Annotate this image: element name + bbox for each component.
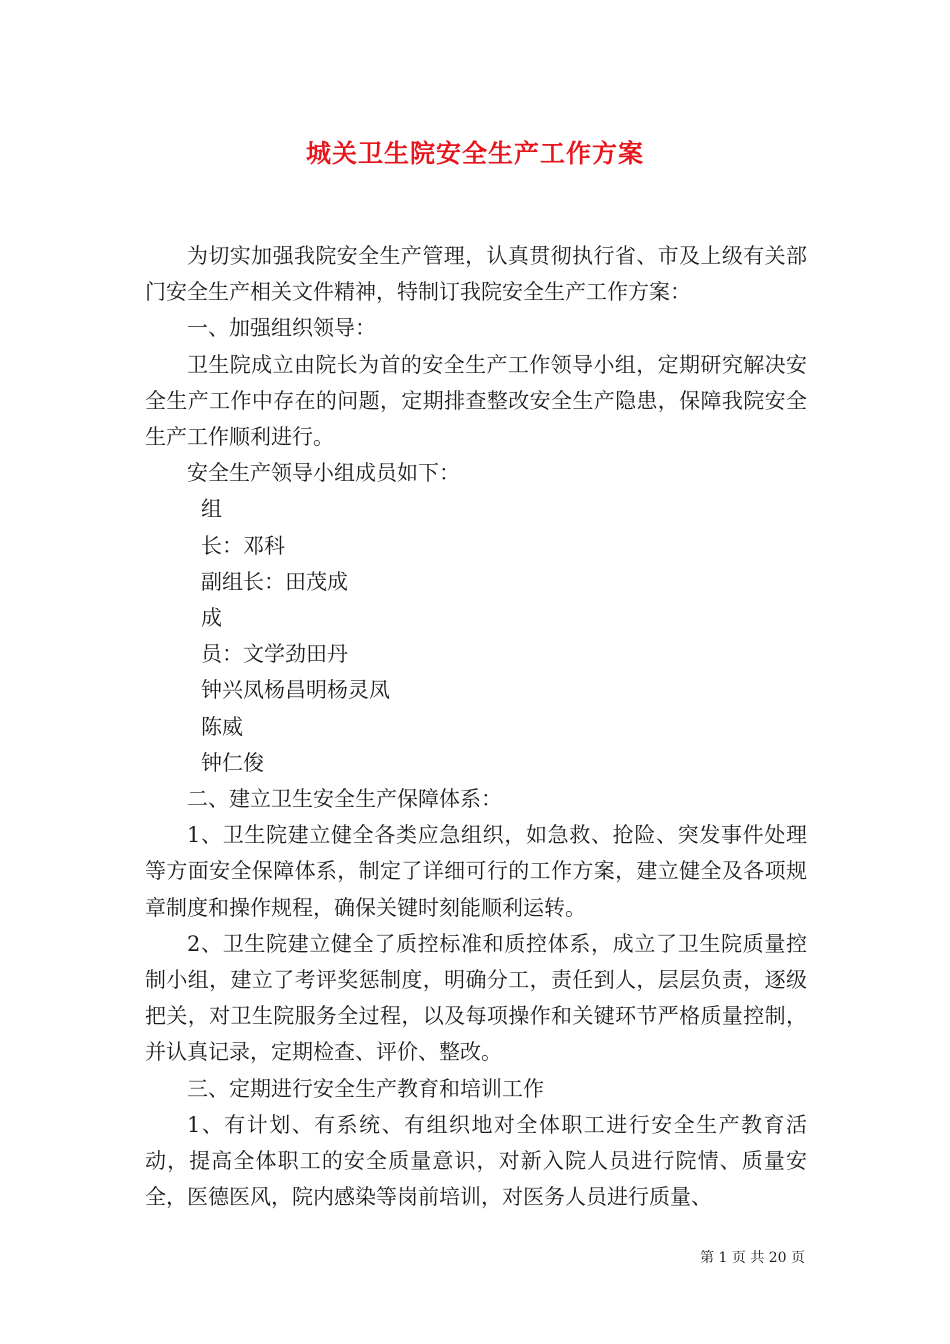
member-line: 长：邓科 [201, 533, 285, 558]
section-heading-2: 二、建立卫生安全生产保障体系： [187, 787, 502, 812]
paragraph-item: 1、卫生院建立健全各类应急组织，如急救、抢险、突发事件处理等方面安全保障体系，制定了详细可行的工作方案，建立健全及各项规章制度和操作规程，确保关键时刻能顺利运转。 [145, 823, 807, 920]
paragraph-leadership: 卫生院成立由院长为首的安全生产工作领导小组，定期研究解决安全生产工作中存在的问题，定期排查整改安全生产隐患，保障我院安全生产工作顺利进行。 [145, 352, 807, 450]
document-title: 城关卫生院安全生产工作方案 [305, 139, 644, 168]
paragraph-intro: 为切实加强我院安全生产管理，认真贯彻执行省、市及上级有关部门安全生产相关文件精神，特制订我院安全生产工作方案： [145, 244, 807, 305]
paragraph-item: 2、卫生院建立健全了质控标准和质控体系，成立了卫生院质量控制小组，建立了考评奖惩制度，明确分工，责任到人，层层负责，逐级把关，对卫生院服务全过程，以及每项操作和关键环节严格质量控制，并认真记录，定期检查、评价、整改。 [145, 931, 807, 1065]
member-line: 组 [201, 497, 222, 522]
member-line: 钟兴凤杨昌明杨灵凤 [201, 678, 390, 703]
member-line: 陈威 [201, 714, 243, 739]
section-heading-3: 三、定期进行安全生产教育和培训工作 [187, 1076, 544, 1101]
document-body [145, 238, 807, 1215]
member-line: 员：文学劲田丹 [201, 642, 348, 667]
member-line: 副组长：田茂成 [201, 569, 348, 594]
member-line: 成 [201, 606, 222, 631]
members-intro: 安全生产领导小组成员如下： [187, 461, 460, 486]
member-line: 钟仁俊 [201, 750, 264, 775]
page-number: 第 1 页 共 20 页 [700, 1250, 805, 1266]
paragraph-item: 1、有计划、有系统、有组织地对全体职工进行安全生产教育活动，提高全体职工的安全质量意识，对新入院人员进行院情、质量安全，医德医风，院内感染等岗前培训，对医务人员进行质量、 [145, 1112, 807, 1210]
section-heading-1: 一、加强组织领导： [187, 316, 376, 341]
